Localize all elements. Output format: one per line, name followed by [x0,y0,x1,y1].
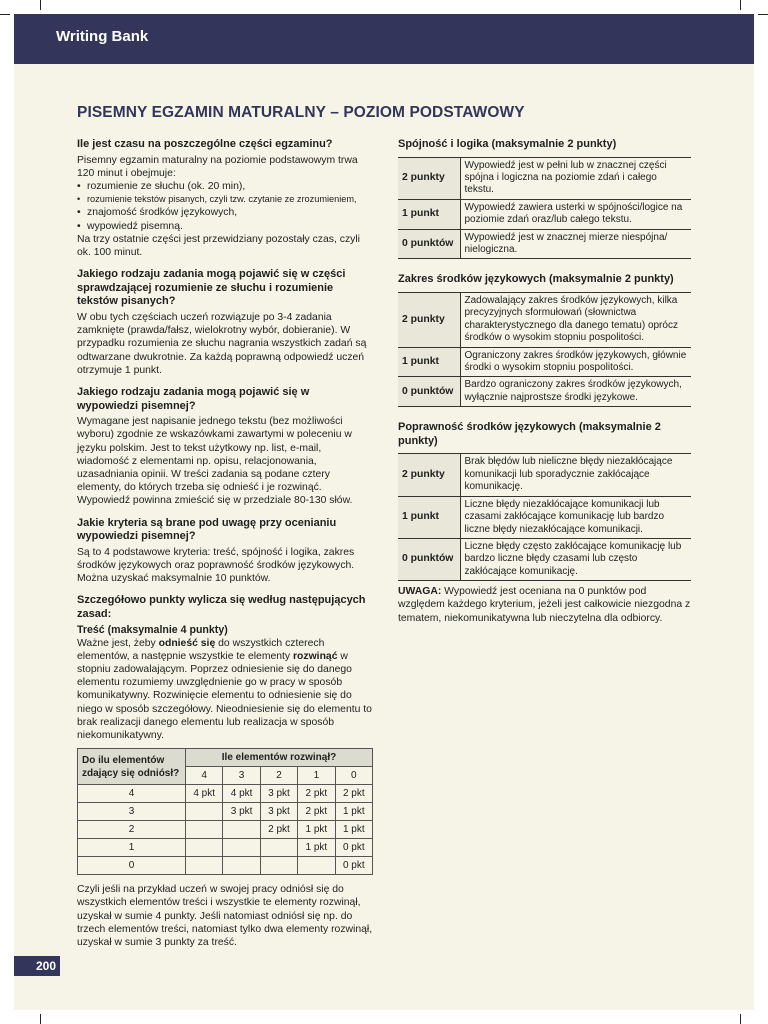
question-heading: Jakiego rodzaju zadania mogą pojawić się w wypowiedzi pisemnej? [77,386,310,412]
table-cell [186,821,223,839]
table-row [78,803,373,821]
subheading-tresc: Treść (maksymalnie 4 punkty) [77,623,228,636]
table-row-header: Do ilu elementów zdający się odniósł? [78,749,186,785]
criterion-table [398,453,691,581]
points-cell: 2 punkty [398,454,460,496]
table-row-label: 4 [78,785,186,803]
content-score-table [77,748,373,875]
question-heading: Jakiego rodzaju zadania mogą pojawić się w części sprawdzającej rozumienie ze słuchu i rozumienie tekstów pisanych? [77,268,346,308]
paragraph: Czyli jeśli na przykład uczeń w swojej pracy odniósł się do wszystkich elementów treści i wszystkie te elementy rozwinął, uzyskał w sumie 4 punkty. Jeśli natomiast odniósł się np. do trzech elementów treści, natomiast tylko dwa elementy rozwinął, uzyskał w sumie 3 punkty za treść. [77,884,373,949]
points-cell: 1 punkt [398,199,460,229]
table-cell [186,857,223,875]
list-item: • rozumienie ze słuchu (ok. 20 min), [77,180,373,193]
paragraph: Wymagane jest napisanie jednego tekstu (bez możliwości wyboru) zgodnie ze wskazówkami zawartymi w poleceniu w języku polskim. Jest to tekst użytkowy np. list, e-mail, wiadomość z elementami np. opisu, relacjonowania, uzasadniania opinii. W treści zadania są podane cztery elementy, do których trzeba się odnieść i je rozwinąć. Wypowiedź powinna zmieścić się w przedziale 80-130 słów. [77,416,353,507]
crop-mark [740,1014,741,1024]
table-cell [186,839,223,857]
list-item: • rozumienie tekstów pisanych, czyli tzw. czytanie ze zrozumieniem, [77,193,373,206]
table-cell [298,857,335,875]
crop-mark [758,14,768,15]
section-title: Writing Bank [56,28,149,45]
table-col-header: Ile elementów rozwinął? [186,749,373,767]
note-label: UWAGA: [398,586,442,598]
table-row [78,821,373,839]
page-number: 200 [14,956,60,976]
table-col-label: 2 [260,767,297,785]
paragraph: Pisemny egzamin maturalny na poziomie podstawowym trwa 120 minut i obejmuje: [77,154,358,179]
description-cell: Wypowiedź jest w pełni lub w znacznej części spójna i logiczna na poziomie zdań i całego tekstu. [460,157,691,199]
table-row [78,839,373,857]
table-row [78,785,373,803]
list-item: • znajomość środków językowych, [77,206,373,219]
description-cell: Wypowiedź zawiera usterki w spójności/logice na poziomie zdań oraz/lub całego tekstu. [460,199,691,229]
question-heading: Ile jest czasu na poszczególne części egzaminu? [77,138,333,150]
table-cell: 4 pkt [223,785,260,803]
table-row [398,454,691,496]
description-cell: Brak błędów lub nieliczne błędy niezakłócające komunikacji lub sporadycznie zakłócające komunikację. [460,454,691,496]
paragraph: W obu tych częściach uczeń rozwiązuje po 3-4 zadania zamknięte (prawda/fałsz, wielokrotny wybór, dobieranie). W przypadku rozumienia ze słuchu nagrania wszystkich zadań są odtwarzane dwukrotnie. Za każdą poprawną odpowiedź uczeń otrzymuje 1 punkt. [77,312,367,376]
description-cell: Liczne błędy często zakłócające komunikację lub bardzo liczne błędy czasami lub często zakłócające komunikację. [460,538,691,580]
table-row [398,538,691,580]
table-cell: 3 pkt [223,803,260,821]
table-row [398,229,691,259]
table-cell [223,857,260,875]
question-heading: Szczegółowo punkty wylicza się według następujących zasad: [77,594,366,621]
table-row [78,857,373,875]
left-column [77,138,373,949]
description-cell: Liczne błędy niezakłócające komunikacji lub czasami zakłócające komunikację lub bardzo liczne błędy niezakłócające komunikacji. [460,496,691,538]
points-cell: 2 punkty [398,293,460,348]
table-cell: 3 pkt [260,785,297,803]
table-cell: 2 pkt [298,785,335,803]
description-cell: Ograniczony zakres środków językowych, głównie środki o wysokim stopniu pospolitości. [460,347,691,377]
table-cell: 1 pkt [298,839,335,857]
criterion-table [398,157,691,260]
question-heading: Jakie kryteria są brane pod uwagę przy ocenianiu wypowiedzi pisemnej? [77,516,337,543]
table-col-label: 4 [186,767,223,785]
table-row [398,496,691,538]
criterion-table [398,292,691,407]
points-cell: 0 punktów [398,377,460,407]
table-col-label: 3 [223,767,260,785]
table-row [398,377,691,407]
table-cell: 3 pkt [260,803,297,821]
table-cell: 2 pkt [298,803,335,821]
page-title: PISEMNY EGZAMIN MATURALNY – POZIOM PODSTAWOWY [77,104,525,121]
table-row [398,157,691,199]
points-cell: 2 punkty [398,157,460,199]
points-cell: 0 punktów [398,229,460,259]
table-cell: 1 pkt [298,821,335,839]
paragraph: Na trzy ostatnie części jest przewidziany pozostały czas, czyli ok. 100 minut. [77,233,360,259]
crop-mark [40,0,41,10]
points-cell: 0 punktów [398,538,460,580]
table-cell: 2 pkt [335,785,372,803]
table-cell: 0 pkt [335,839,372,857]
criterion-heading: Zakres środków językowych (maksymalnie 2 punkty) [398,273,674,286]
note-paragraph [398,585,691,625]
table-row-label: 3 [78,803,186,821]
table-row [398,347,691,377]
table-cell: 1 pkt [335,821,372,839]
table-row-label: 0 [78,857,186,875]
description-cell: Wypowiedź jest w znacznej mierze niespójna/ nielogiczna. [460,229,691,259]
table-col-label: 1 [298,767,335,785]
table-cell [223,821,260,839]
crop-mark [0,14,10,15]
table-cell [186,803,223,821]
table-cell: 2 pkt [260,821,297,839]
paragraph: Są to 4 podstawowe kryteria: treść, spójność i logika, zakres środków językowych oraz poprawność środków językowych. Można uzyskać maksymalnie 10 punktów. [77,546,355,585]
criterion-heading: Spójność i logika (maksymalnie 2 punkty) [398,138,617,150]
points-cell: 1 punkt [398,347,460,377]
bullet-list [77,180,373,233]
table-cell: 0 pkt [335,857,372,875]
table-row-label: 2 [78,821,186,839]
note-text: Wypowiedź jest oceniana na 0 punktów pod względem każdego kryterium, jeżeli jest całkowicie niezgodna z tematem, niekomunikatywna lub nieczytelna dla odbiorcy. [398,586,691,624]
right-column [398,138,691,625]
table-col-label: 0 [335,767,372,785]
table-cell [260,839,297,857]
table-cell [260,857,297,875]
list-item: • wypowiedź pisemną. [77,220,373,233]
description-cell: Zadowalający zakres środków językowych, kilka precyzyjnych sformułowań (słownictwa charakterystycznego dla danego tematu) oprócz środków o wysokim stopniu pospolitości. [460,293,691,348]
crop-mark [740,0,741,10]
paragraph: Ważne jest, żeby odnieść się do wszystkich czterech elementów, a następnie wszystkie te elementy rozwinąć w stopniu zadowalającym. Poprzez odniesienie się do danego elementu rozumiemy uwzględnienie go w pracy w sposób komunikatywny. Rozwinięcie elementu to odniesienie się do niego w sposób szczegółowy. Nieodniesienie się do elementu to brak realizacji danego elementu lub realizacja w sposób niekomunikatywny. [77,637,372,742]
table-cell: 1 pkt [335,803,372,821]
table-row [398,199,691,229]
table-row-label: 1 [78,839,186,857]
table-row [398,293,691,348]
crop-mark [40,1014,41,1024]
table-cell [223,839,260,857]
criterion-heading: Poprawność środków językowych (maksymalnie 2 punkty) [398,421,661,447]
table-cell: 4 pkt [186,785,223,803]
description-cell: Bardzo ograniczony zakres środków językowych, wyłącznie najprostsze środki językowe. [460,377,691,407]
points-cell: 1 punkt [398,496,460,538]
